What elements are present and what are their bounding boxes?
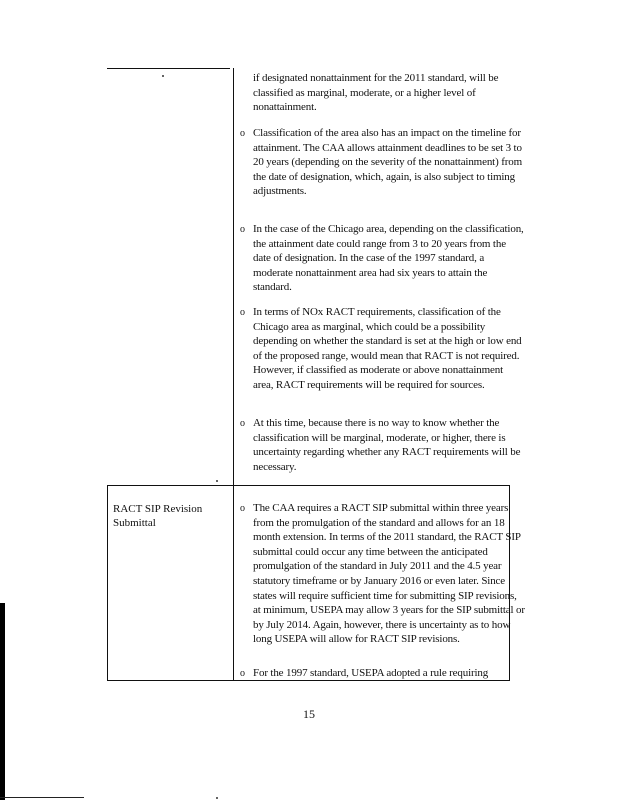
row2-bullet-1997-standard: For the 1997 standard, USEPA adopted a rule requiring (253, 667, 489, 679)
bullet-marker: o (240, 224, 245, 235)
row1-bullet-nox-ract: In terms of NOx RACT requirements, classification of the Chicago area as marginal, which could be a possibility depending on whether the standard is set at the high or low end of the proposed range, would mean that RACT is not required. However, if classified as moderate or above nonattainment area, RACT requirements will be required for sources. (253, 306, 522, 391)
bullet-marker: o (240, 128, 245, 139)
table-left-border (107, 485, 108, 681)
bullet-marker: o (240, 307, 245, 318)
bullet-marker: o (240, 503, 245, 514)
row1-paragraph-continued: if designated nonattainment for the 2011 standard, will be classified as marginal, moderate, or a higher level of nonattainment. (253, 72, 499, 114)
row1-bullet-uncertainty: At this time, because there is no way to know whether the classification will be marginal, moderate, or higher, there is uncertainty regarding whether any RACT requirements will be necessary. (253, 417, 521, 473)
row1-bullet-chicago-attainment: In the case of the Chicago area, depending on the classification, the attainment date could range from 3 to 20 years from the date of designation. In the case of the 1997 standard, a moderate nonattainment area had six years to attain the standard. (253, 223, 524, 294)
scan-artifact-line (0, 797, 84, 798)
row1-bullet-classification-timeline: Classification of the area also has an impact on the timeline for attainment. The CAA allows attainment deadlines to be set 3 to 20 years (depending on the severity of the nonattainment) from the date of designation, which, again, is also subject to timing adjustments. (253, 127, 522, 198)
bullet-marker: o (240, 668, 245, 679)
row2-left-label: RACT SIP Revision Submittal (113, 503, 203, 530)
scan-speck (216, 480, 218, 482)
scan-artifact-bar (0, 603, 5, 800)
table-top-border (107, 68, 230, 69)
bullet-marker: o (240, 418, 245, 429)
scan-speck (162, 75, 164, 77)
page-number: 15 (303, 707, 315, 721)
table-column-divider (233, 68, 234, 681)
scan-speck (216, 797, 218, 799)
row2-bullet-ract-sip-submittal: The CAA requires a RACT SIP submittal within three years from the promulgation of the standard and allows for an 18 month extension. In terms of the 2011 standard, the RACT SIP submittal could occur any time between the anticipated promulgation of the standard in July 2011 and the 4.5 year statutory timeframe or by January 2016 or even later. Since states will require sufficient time for submitting SIP revisions, at minimum, USEPA may allow 3 years for the SIP submittal or by July 2014. Again, however, there is uncertainty as to how long USEPA will allow for RACT SIP revisions. (253, 502, 525, 646)
table-row-divider (107, 485, 510, 486)
